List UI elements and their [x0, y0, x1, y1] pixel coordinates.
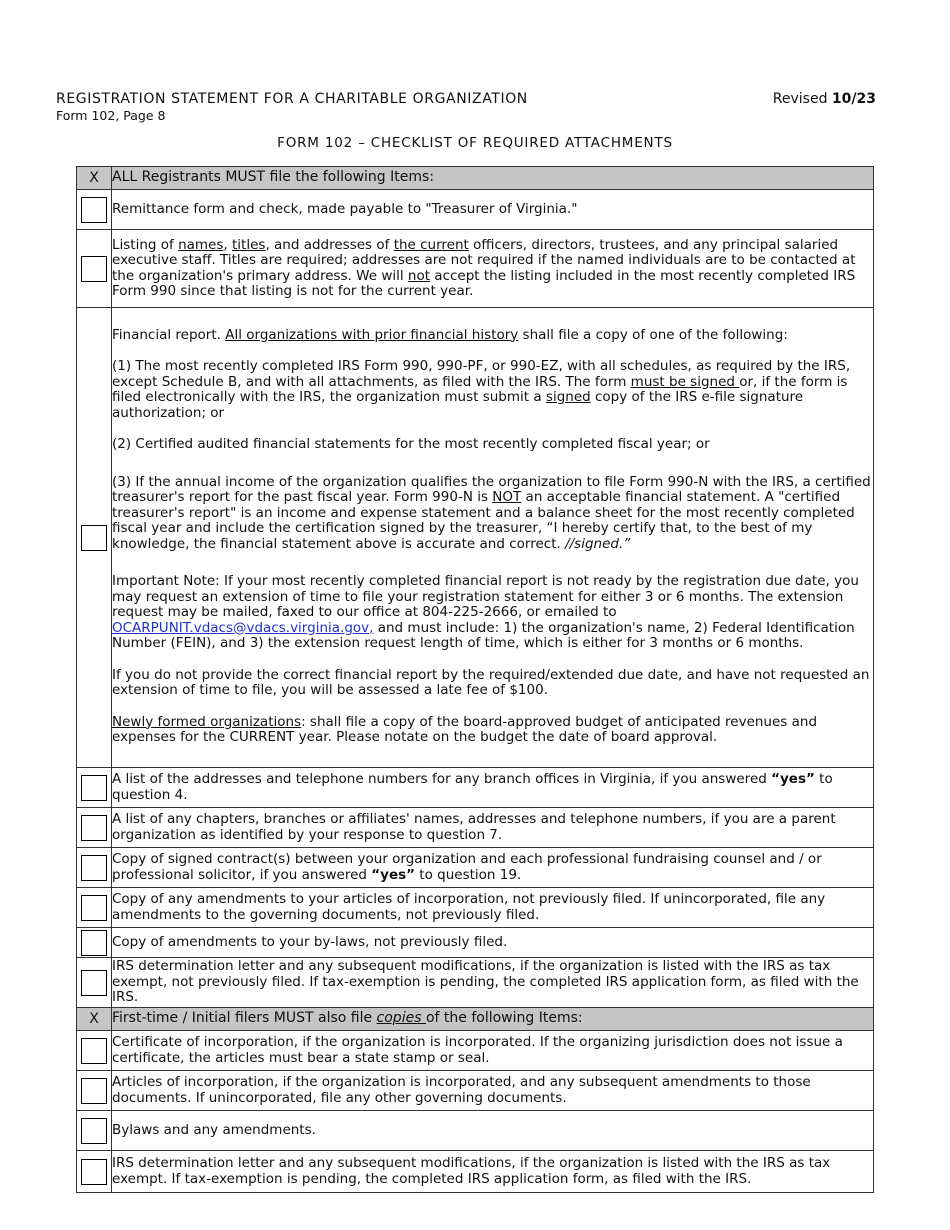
financial-late-fee: If you do not provide the correct financial report by the required/extended due date, and have not requested an extension of time to file, you will be assessed a late fee of $100.: [112, 666, 870, 698]
checklist-row-bylaws: [77, 1111, 874, 1151]
item-fundraising-contract: Copy of signed contract(s) between your organization and each professional fundraising counsel and / or professional solicitor, if you answered “yes” to question 19.: [112, 848, 874, 888]
financial-intro: Financial report. All organizations with prior financial history shall file a copy of one of the following:: [112, 326, 788, 343]
section-heading-text: ALL Registrants MUST file the following Items:: [112, 167, 874, 190]
item-amend-articles: Copy of any amendments to your articles of incorporation, not previously filed. If unincorporated, file any amendments to the governing documents, not previously filed.: [112, 888, 874, 928]
checkbox-irs-letter[interactable]: [81, 970, 107, 996]
section-heading-all-registrants: [77, 167, 874, 190]
checklist-row-irs-letter: [77, 958, 874, 1008]
checkbox-irs-letter-initial[interactable]: [81, 1159, 107, 1185]
checklist-row-amend-bylaws: [77, 928, 874, 958]
x-column-header-2: X: [77, 1008, 112, 1031]
checkbox-articles[interactable]: [81, 1078, 107, 1104]
checklist-row-financial-report: [77, 308, 874, 768]
item-remittance: Remittance form and check, made payable to "Treasurer of Virginia.": [112, 190, 874, 230]
x-column-header: X: [77, 167, 112, 190]
checklist-row-articles: [77, 1071, 874, 1111]
section-heading-first-time-filers: [77, 1008, 874, 1031]
checklist-row-irs-letter-initial: [77, 1151, 874, 1193]
financial-newly-formed: Newly formed organizations: shall file a copy of the board-approved budget of anticipated revenues and expenses for the CURRENT year. Please notate on the budget the date of board approval.: [112, 713, 818, 745]
financial-option-3: (3) If the annual income of the organization qualifies the organization to file Form 990-N with the IRS, a certified treasurer's report for the past fiscal year. Form 990-N is NOT an acceptable financial statement. A "certified treasurer's report" is an income and expense statement and a balance sheet for the most recently completed fiscal year and include the certification signed by the treasurer, “I hereby certify that, to the best of my knowledge, the financial statement above is accurate and correct. //signed.”: [112, 473, 871, 552]
item-chapters: A list of any chapters, branches or affiliates' names, addresses and telephone numbers, if you are a parent organization as identified by your response to question 7.: [112, 808, 874, 848]
financial-important-note: Important Note: If your most recently completed financial report is not ready by the registration due date, you may request an extension of time to file your registration statement for either 3 or 6 months. The extension request may be mailed, faxed to our office at 804-225-2666, or emailed to OCARPUNIT.vdacs@vdacs.virginia.gov, and must include: 1) the organization's name, 2) Federal Identification Number (FEIN), and 3) the extension request length of time, which is either for 3 months or 6 months.: [112, 573, 859, 651]
checklist-title: FORM 102 – CHECKLIST OF REQUIRED ATTACHMENTS: [277, 135, 673, 151]
checkbox-amend-bylaws[interactable]: [81, 930, 107, 956]
revised-date: 10/23: [831, 91, 876, 107]
item-financial-report: [112, 308, 874, 768]
checkbox-chapters[interactable]: [81, 815, 107, 841]
checkbox-amend-articles[interactable]: [81, 895, 107, 921]
item-certificate: Certificate of incorporation, if the organization is incorporated. If the organizing jurisdiction does not issue a certificate, the articles must bear a state stamp or seal.: [112, 1031, 874, 1071]
checklist-row-officer-listing: [77, 230, 874, 308]
item-irs-letter-initial: IRS determination letter and any subsequent modifications, if the organization is listed with the IRS as tax exempt. If tax-exemption is pending, the completed IRS application form, as filed with the IRS.: [112, 1151, 874, 1193]
item-articles: Articles of incorporation, if the organization is incorporated, and any subsequent amendments to those documents. If unincorporated, file any other governing documents.: [112, 1071, 874, 1111]
checkbox-fundraising-contract[interactable]: [81, 855, 107, 881]
section-heading-text-2: First-time / Initial filers MUST also file copies of the following Items:: [112, 1008, 874, 1031]
checklist-row-fundraising-contract: [77, 848, 874, 888]
item-irs-letter: IRS determination letter and any subsequent modifications, if the organization is listed with the IRS as tax exempt, not previously filed. If tax-exemption is pending, the completed IRS application form, as filed with the IRS.: [112, 958, 874, 1008]
checkbox-officer-listing[interactable]: [81, 256, 107, 282]
checklist-table: [76, 166, 874, 1193]
item-branch-offices: A list of the addresses and telephone numbers for any branch offices in Virginia, if you answered “yes” to question 4.: [112, 768, 874, 808]
form-page-number: Form 102, Page 8: [56, 108, 166, 123]
checklist-row-chapters: [77, 808, 874, 848]
checkbox-bylaws[interactable]: [81, 1118, 107, 1144]
form-header: [56, 91, 528, 123]
checkbox-certificate[interactable]: [81, 1038, 107, 1064]
email-link[interactable]: OCARPUNIT.vdacs@vdacs.virginia.gov,: [112, 619, 374, 636]
checklist-row-certificate: [77, 1031, 874, 1071]
revised-label: Revised: [772, 91, 828, 107]
item-amend-bylaws: Copy of amendments to your by-laws, not previously filed.: [112, 928, 874, 958]
form-title: REGISTRATION STATEMENT FOR A CHARITABLE ORGANIZATION: [56, 91, 528, 107]
checklist-row-branch-offices: [77, 768, 874, 808]
financial-option-2: (2) Certified audited financial statements for the most recently completed fiscal year; or: [112, 436, 710, 452]
revision-date: [773, 91, 876, 107]
checkbox-remittance[interactable]: [81, 197, 107, 223]
checkbox-financial-report[interactable]: [81, 525, 107, 551]
financial-option-1: (1) The most recently completed IRS Form 990, 990-PF, or 990-EZ, with all schedules, as required by the IRS, except Schedule B, and with all attachments, as filed with the IRS. The form must be signed or, if the form is filed electronically with the IRS, the organization must submit a signed copy of the IRS e-file signature authorization; or: [112, 358, 851, 421]
checkbox-branch-offices[interactable]: [81, 775, 107, 801]
item-officer-listing: Listing of names, titles, and addresses of the current officers, directors, trustees, and any principal salaried executive staff. Titles are required; addresses are not required if the named individuals are to be contacted at the organization's primary address. We will not accept the listing included in the most recently completed IRS Form 990 since that listing is not for the current year.: [112, 230, 874, 308]
checklist-row-remittance: [77, 190, 874, 230]
item-bylaws: Bylaws and any amendments.: [112, 1111, 874, 1151]
checklist-row-amend-articles: [77, 888, 874, 928]
